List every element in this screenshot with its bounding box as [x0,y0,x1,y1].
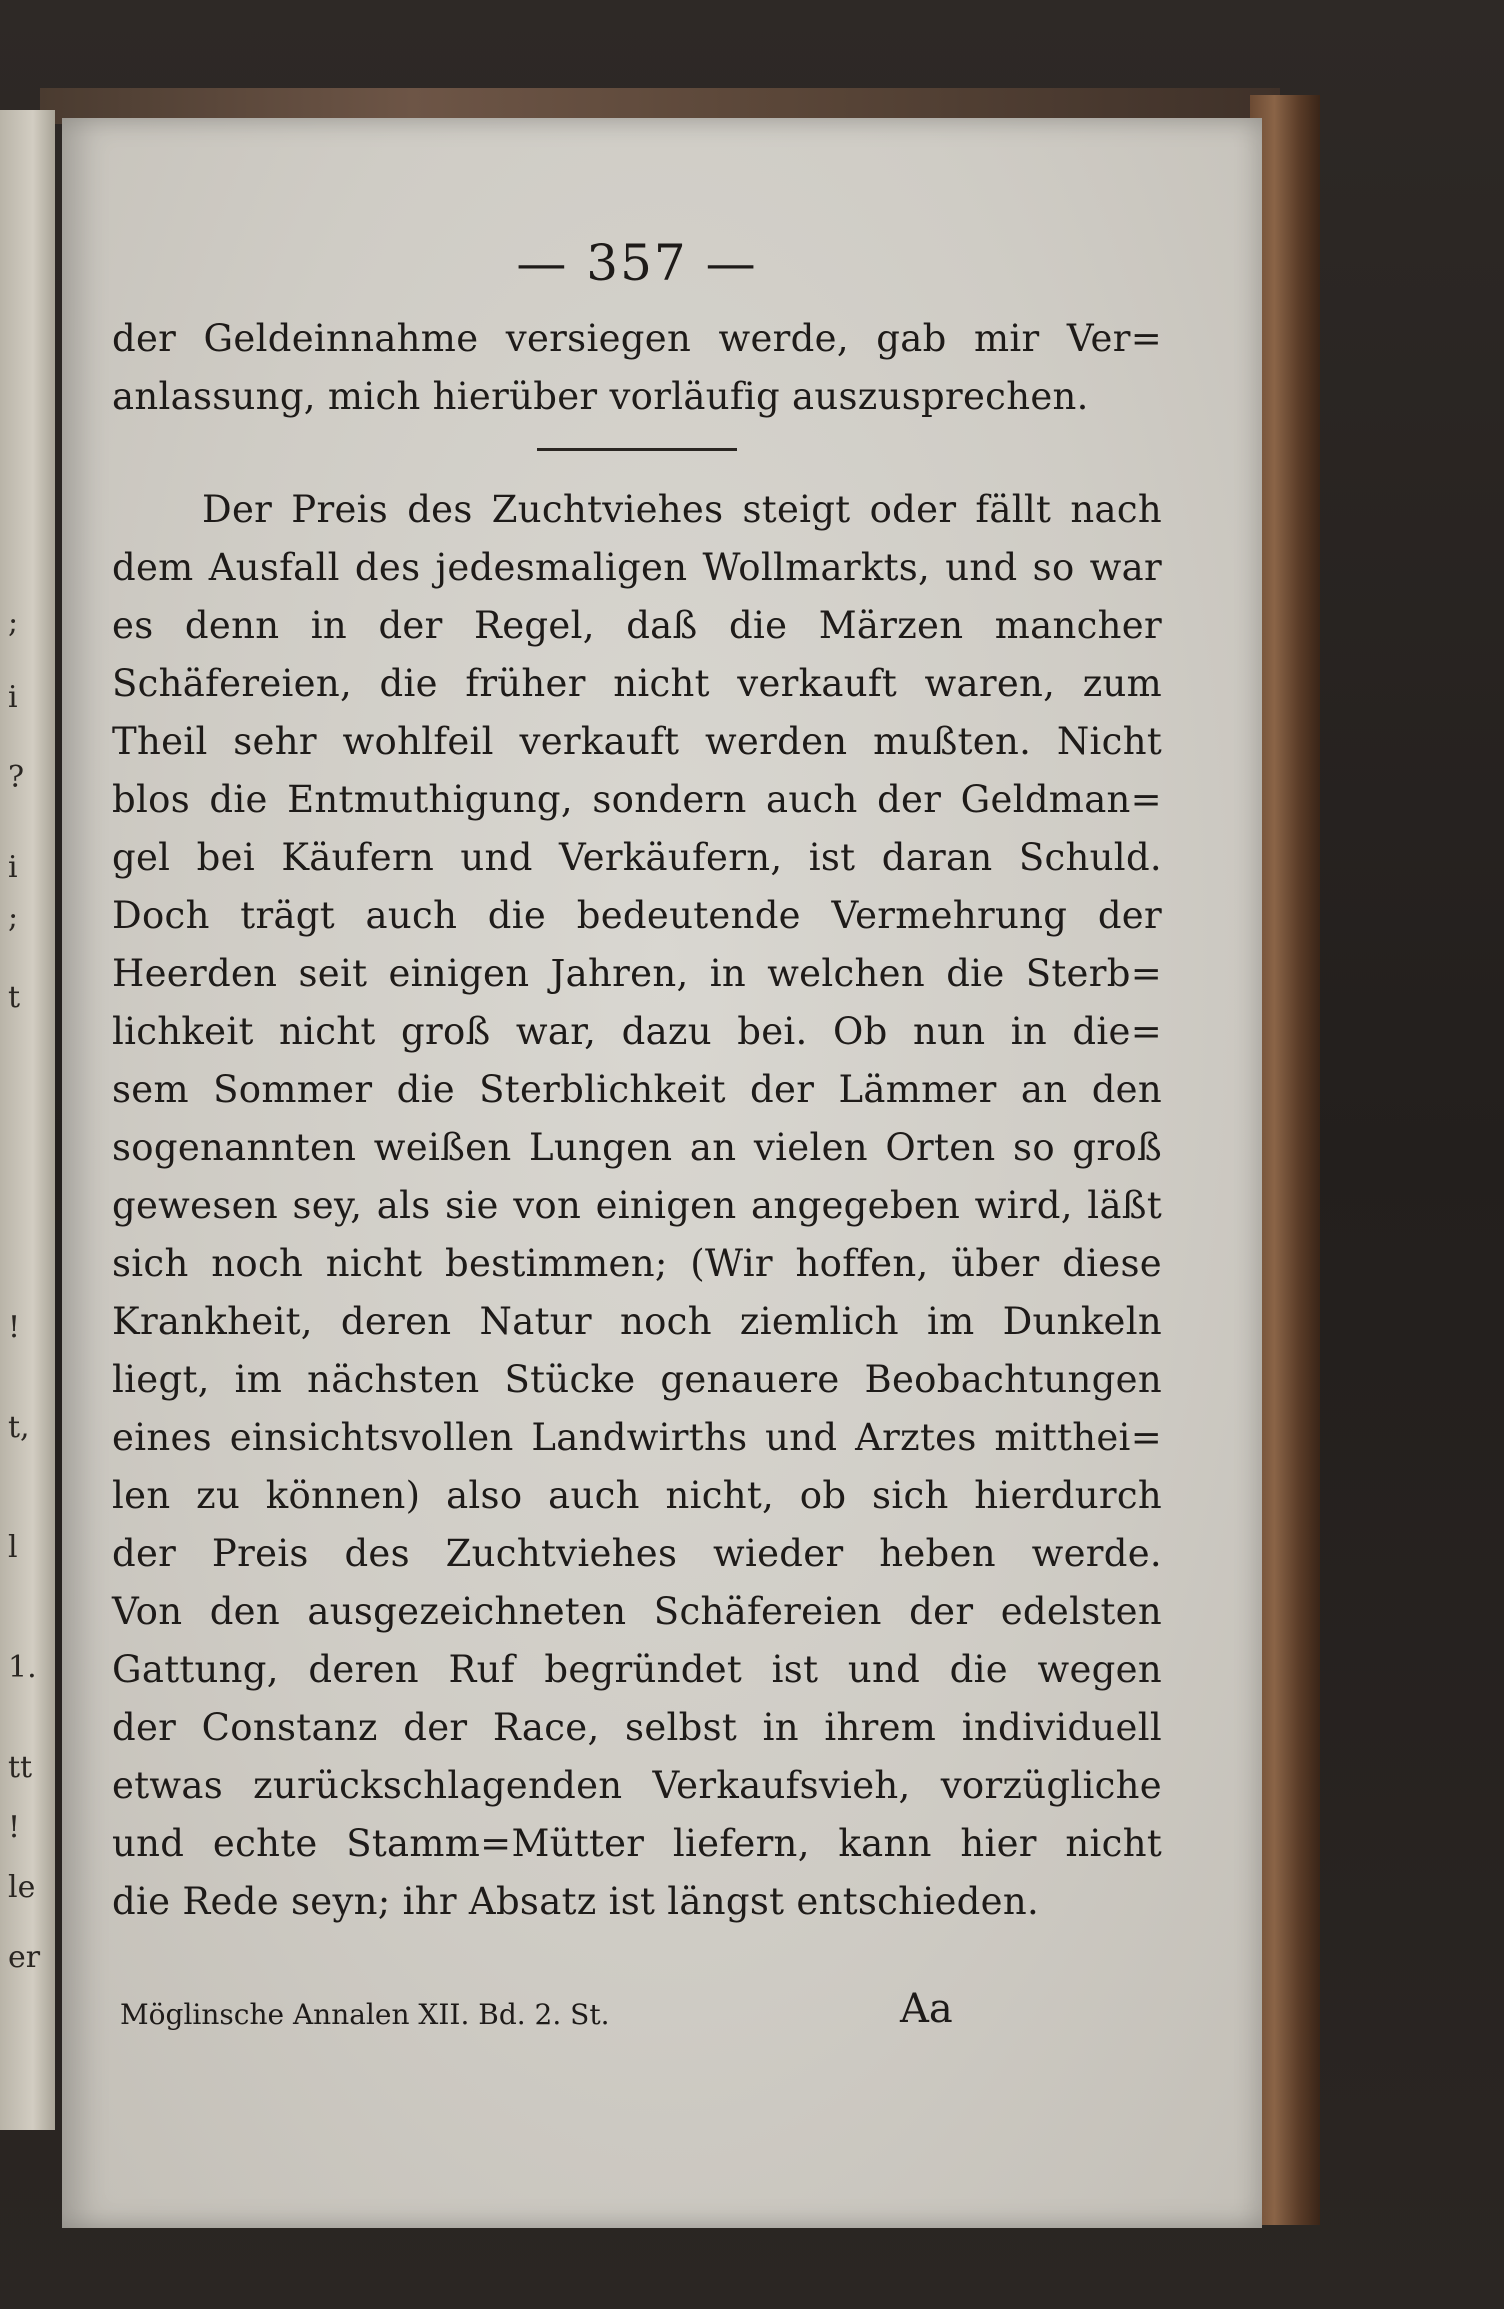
text-line: sogenannten weißen Lungen an vielen Orten so groß [112,1126,1162,1169]
facing-page-fragment: l [8,1530,18,1565]
facing-page-fragment: 1. [8,1650,37,1685]
text-line: Schäfereien, die früher nicht verkauft waren, zum [112,662,1162,705]
facing-page-fragment: t, [8,1410,30,1445]
facing-page-fragment: le [8,1870,36,1905]
facing-page-fragment: ! [8,1310,21,1345]
text-line: und echte Stamm=Mütter liefern, kann hier nicht [112,1822,1162,1865]
page-text [112,228,1162,1931]
text-line: der Constanz der Race, selbst in ihrem individuell [112,1706,1162,1749]
text-line: sem Sommer die Sterblichkeit der Lämmer an den [112,1068,1162,1111]
text-line: lichkeit nicht groß war, dazu bei. Ob nun in die= [112,1010,1162,1053]
text-line: etwas zurückschlagenden Verkaufsvieh, vorzügliche [112,1764,1162,1807]
text-line: Gattung, deren Ruf begründet ist und die wegen [112,1648,1162,1691]
text-line: eines einsichtsvollen Landwirths und Arztes mitthei= [112,1416,1162,1459]
text-line: der Geldeinnahme versiegen werde, gab mir Ver= [112,317,1162,360]
facing-page-fragment: i [8,850,18,885]
text-line: gewesen sey, als sie von einigen angegeben wird, läßt [112,1184,1162,1227]
facing-page-fragment: t [8,980,21,1015]
facing-page-fragment: tt [8,1750,33,1785]
text-line: dem Ausfall des jedesmaligen Wollmarkts, und so war [112,546,1162,589]
text-line: Krankheit, deren Natur noch ziemlich im Dunkeln [112,1300,1162,1343]
text-line: anlassung, mich hierüber vorläufig auszusprechen. [112,375,1089,418]
text-line: der Preis des Zuchtviehes wieder heben werde. [112,1532,1162,1575]
text-line: Heerden seit einigen Jahren, in welchen die Sterb= [112,952,1162,995]
text-line: liegt, im nächsten Stücke genauere Beobachtungen [112,1358,1162,1401]
facing-page-fragment: ; [8,605,19,640]
facing-page-fragment: i [8,680,18,715]
text-line: es denn in der Regel, daß die Märzen mancher [112,604,1162,647]
text-line: gel bei Käufern und Verkäufern, ist daran Schuld. [112,836,1162,879]
text-line: Doch trägt auch die bedeutende Vermehrung der [112,894,1162,937]
facing-page-edge [0,110,55,2130]
page-footer [120,1986,1040,2046]
section-divider [537,448,737,451]
text-line: Theil sehr wohlfeil verkauft werden mußten. Nicht [112,720,1162,763]
text-line: blos die Entmuthigung, sondern auch der Geldman= [112,778,1162,821]
facing-page-fragment: ! [8,1810,21,1845]
printer-signature: Möglinsche Annalen XII. Bd. 2. St. [120,1998,610,2031]
facing-page-fragment: ; [8,900,19,935]
text-line: Der Preis des Zuchtviehes steigt oder fällt nach [202,488,1162,531]
facing-page-fragment: ? [8,760,25,795]
sheet-signature: Aa [900,1986,953,2032]
text-line: Von den ausgezeichneten Schäfereien der edelsten [112,1590,1162,1633]
text-line: die Rede seyn; ihr Absatz ist längst entschieden. [112,1880,1040,1923]
facing-page-fragment: er [8,1940,41,1975]
text-line: len zu können) also auch nicht, ob sich hierdurch [112,1474,1162,1517]
page-number: — 357 — [516,234,758,292]
book-page [62,118,1262,2228]
text-line: sich noch nicht bestimmen; (Wir hoffen, über diese [112,1242,1162,1285]
